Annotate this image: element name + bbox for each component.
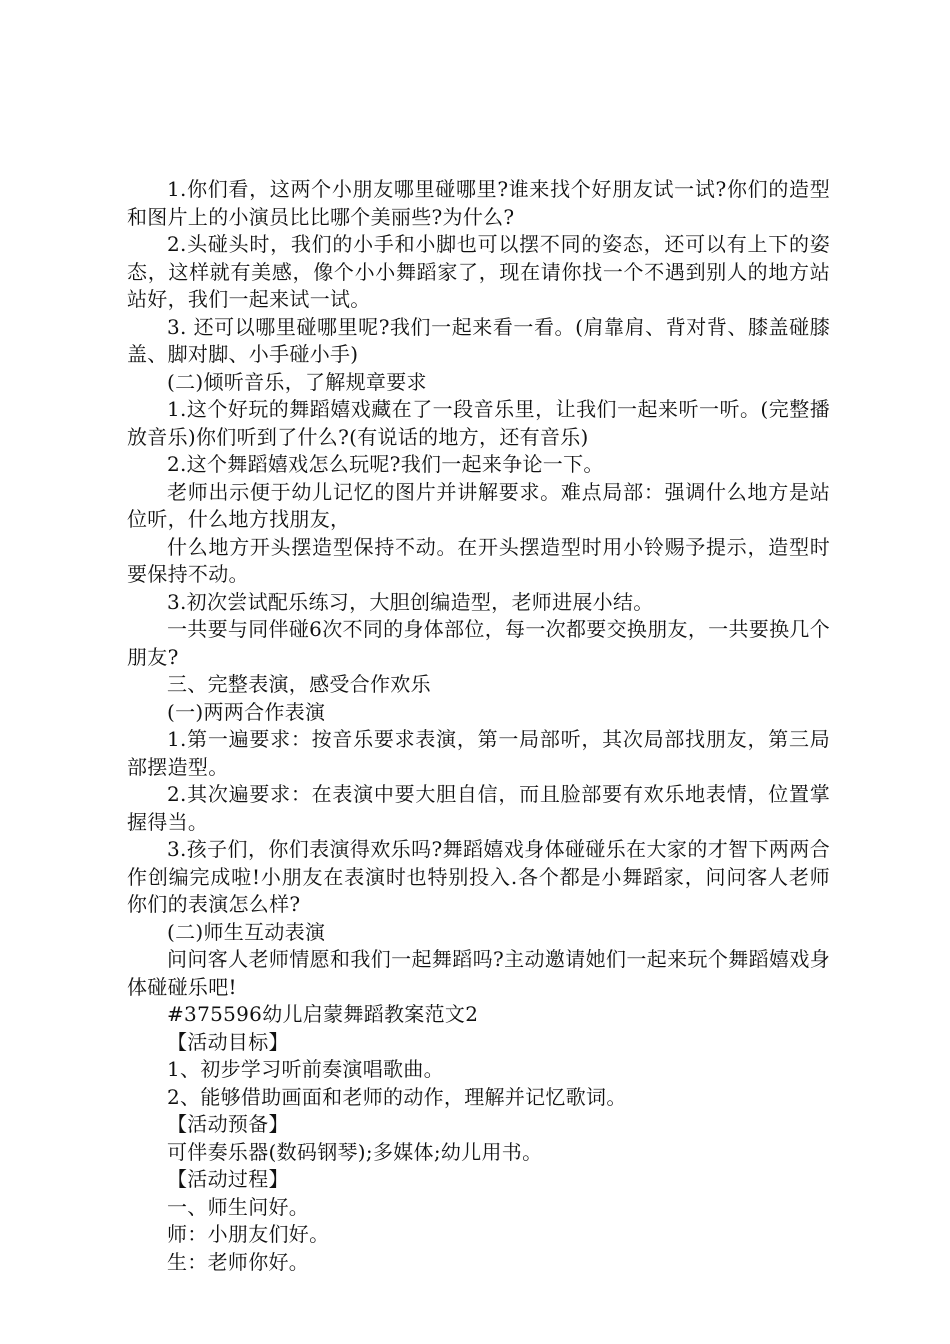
paragraph: 可伴奏乐器(数码钢琴);多媒体;幼儿用书。 [167, 1139, 543, 1164]
paragraph: 一、师生问好。 [167, 1194, 310, 1219]
paragraph: 3.初次尝试配乐练习，大胆创编造型，老师进展小结。 [167, 589, 654, 614]
list-item: 2、能够借助画面和老师的动作，理解并记忆歌词。 [167, 1084, 627, 1109]
document-title: #375596幼儿启蒙舞蹈教案范文2 [167, 1002, 479, 1026]
paragraph: 3. 还可以哪里碰哪里呢?我们一起来看一看。(肩靠肩、背对背、膝盖碰膝盖、脚对脚、小手碰小手) [127, 314, 830, 366]
paragraph: 什么地方开头摆造型保持不动。在开头摆造型时用小铃赐予提示，造型时要保持不动。 [127, 534, 830, 586]
paragraph: 1.第一遍要求：按音乐要求表演，第一局部听，其次局部找朋友，第三局部摆造型。 [127, 727, 830, 779]
section-heading: (二)倾听音乐，了解规章要求 [167, 369, 427, 394]
section-heading: 【活动过程】 [167, 1167, 289, 1191]
section-heading: (一)两两合作表演 [167, 699, 326, 724]
paragraph: 师：小朋友们好。 [167, 1222, 330, 1246]
paragraph: 生：老师你好。 [167, 1249, 310, 1274]
paragraph: 2.头碰头时，我们的小手和小脚也可以摆不同的姿态，还可以有上下的姿态，这样就有美感，像个小小舞蹈家了，现在请你找一个不遇到别人的地方站站好，我们一起来试一试。 [127, 232, 830, 311]
paragraph: 2.其次遍要求：在表演中要大胆自信，而且脸部要有欢乐地表情，位置掌握得当。 [127, 782, 830, 834]
paragraph: 2.这个舞蹈嬉戏怎么玩呢?我们一起来争论一下。 [167, 452, 604, 476]
paragraph: 问问客人老师情愿和我们一起舞蹈吗?主动邀请她们一起来玩个舞蹈嬉戏身体碰碰乐吧! [127, 947, 830, 999]
paragraph: 3.孩子们，你们表演得欢乐吗?舞蹈嬉戏身体碰碰乐在大家的才智下两两合作创编完成啦!小朋友在表演时也特别投入.各个都是小舞蹈家，问问客人老师你们的表演怎么样? [127, 837, 830, 916]
paragraph: 1.这个好玩的舞蹈嬉戏藏在了一段音乐里，让我们一起来听一听。(完整播放音乐)你们听到了什么?(有说话的地方，还有音乐) [127, 397, 830, 449]
paragraph: 老师出示便于幼儿记忆的图片并讲解要求。难点局部：强调什么地方是站位听，什么地方找朋友， [127, 479, 830, 531]
paragraph: 一共要与同伴碰6次不同的身体部位，每一次都要交换朋友，一共要换几个朋友? [127, 617, 830, 669]
list-item: 1、初步学习听前奏演唱歌曲。 [167, 1057, 444, 1081]
section-heading: 【活动预备】 [167, 1112, 289, 1136]
paragraph: 1.你们看，这两个小朋友哪里碰哪里?谁来找个好朋友试一试?你们的造型和图片上的小演员比比哪个美丽些?为什么? [127, 177, 830, 229]
section-heading: 【活动目标】 [167, 1029, 289, 1054]
section-heading: 三、完整表演，感受合作欢乐 [167, 672, 431, 696]
document-body [127, 176, 830, 1276]
section-heading: (二)师生互动表演 [167, 919, 326, 944]
